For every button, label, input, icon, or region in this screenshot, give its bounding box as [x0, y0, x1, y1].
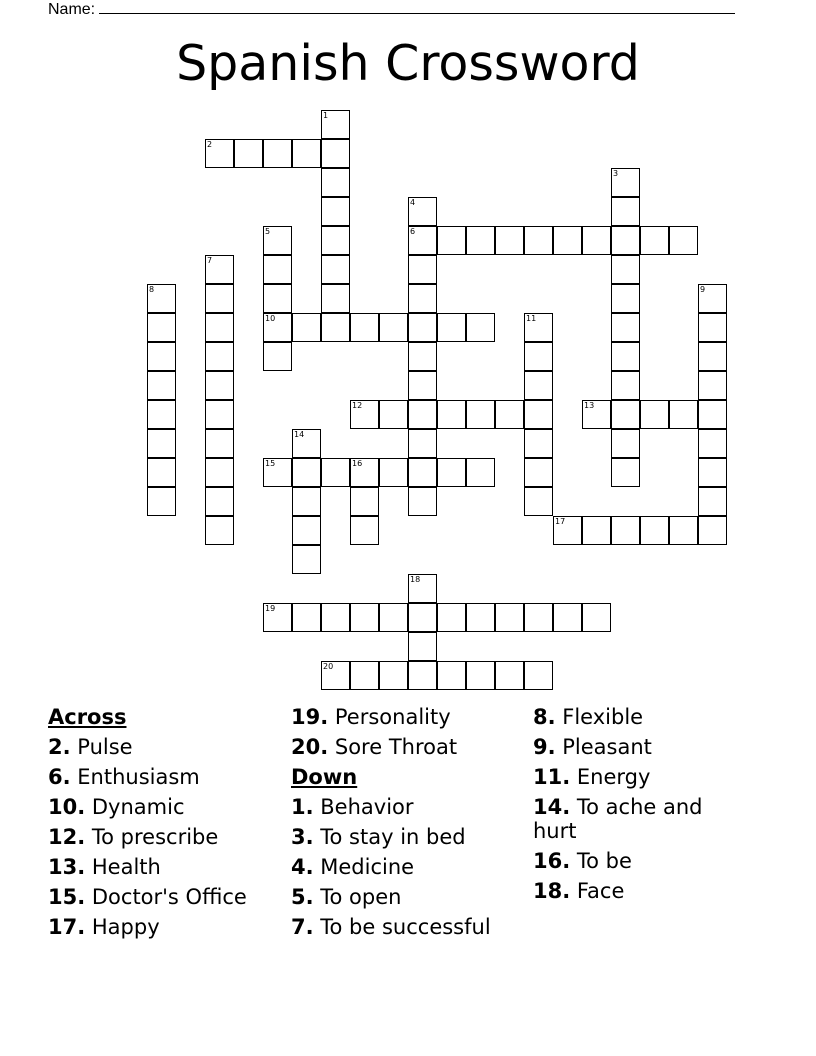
grid-cell[interactable]: [408, 429, 437, 458]
grid-cell[interactable]: [321, 313, 350, 342]
grid-cell[interactable]: [408, 603, 437, 632]
grid-cell[interactable]: [524, 487, 553, 516]
grid-cell[interactable]: [292, 429, 321, 458]
grid-cell[interactable]: [408, 371, 437, 400]
grid-cell[interactable]: [292, 545, 321, 574]
grid-cell[interactable]: [582, 516, 611, 545]
grid-cell[interactable]: [205, 516, 234, 545]
clue-item: [533, 795, 733, 843]
clue-item-number: 2.: [48, 735, 71, 759]
grid-cell[interactable]: [408, 284, 437, 313]
grid-cell[interactable]: [466, 226, 495, 255]
grid-cell[interactable]: [669, 226, 698, 255]
grid-cell[interactable]: [611, 197, 640, 226]
clue-item-number: 19.: [291, 705, 329, 729]
grid-cell[interactable]: [611, 313, 640, 342]
grid-cell[interactable]: [263, 458, 292, 487]
clue-number: 1: [323, 111, 329, 120]
clue-item-number: 7.: [291, 915, 314, 939]
clue-item-text: Enthusiasm: [70, 765, 200, 789]
grid-cell[interactable]: [611, 168, 640, 197]
clue-number: 6: [410, 227, 416, 236]
grid-cell[interactable]: [379, 400, 408, 429]
grid-cell[interactable]: [292, 458, 321, 487]
grid-cell[interactable]: [495, 603, 524, 632]
grid-cell[interactable]: [698, 342, 727, 371]
clue-item: [291, 852, 491, 882]
clue-column-3: [533, 705, 733, 909]
clue-number: 4: [410, 198, 416, 207]
clue-item-number: 11.: [533, 765, 571, 789]
grid-cell[interactable]: [640, 226, 669, 255]
grid-cell[interactable]: [582, 603, 611, 632]
grid-cell[interactable]: [524, 226, 553, 255]
grid-cell[interactable]: [582, 226, 611, 255]
grid-cell[interactable]: [466, 400, 495, 429]
clue-item: [291, 792, 491, 822]
clue-number: 5: [265, 227, 271, 236]
clue-item-number: 9.: [533, 735, 556, 759]
clue-item: [291, 882, 491, 912]
clue-number: 8: [149, 285, 155, 294]
clue-number: 12: [352, 401, 363, 410]
clue-item: [48, 762, 247, 792]
grid-cell[interactable]: [292, 487, 321, 516]
clue-item: [291, 702, 491, 732]
grid-cell[interactable]: [640, 400, 669, 429]
grid-cell[interactable]: [321, 661, 350, 690]
clue-number: 10: [265, 314, 276, 323]
clue-item: [48, 792, 247, 822]
grid-cell[interactable]: [263, 226, 292, 255]
grid-cell[interactable]: [205, 400, 234, 429]
grid-cell[interactable]: [408, 226, 437, 255]
grid-cell[interactable]: [205, 139, 234, 168]
grid-cell[interactable]: [147, 342, 176, 371]
grid-cell[interactable]: [205, 342, 234, 371]
grid-cell[interactable]: [640, 516, 669, 545]
grid-cell[interactable]: [698, 429, 727, 458]
grid-cell[interactable]: [553, 226, 582, 255]
grid-cell[interactable]: [611, 226, 640, 255]
grid-cell[interactable]: [263, 342, 292, 371]
clue-item-number: 17.: [48, 915, 86, 939]
clue-column-2: [291, 702, 491, 942]
grid-cell[interactable]: [466, 603, 495, 632]
grid-cell[interactable]: [321, 110, 350, 139]
grid-cell[interactable]: [408, 574, 437, 603]
clue-item-text: To stay in bed: [313, 825, 466, 849]
clue-item-number: 20.: [291, 735, 329, 759]
grid-cell[interactable]: [495, 400, 524, 429]
grid-cell[interactable]: [263, 603, 292, 632]
clue-item-number: 4.: [291, 855, 314, 879]
grid-cell[interactable]: [292, 516, 321, 545]
clue-item-number: 15.: [48, 885, 86, 909]
clue-number: 7: [207, 256, 213, 265]
clue-item-text: Dynamic: [85, 795, 185, 819]
grid-cell[interactable]: [321, 197, 350, 226]
grid-cell[interactable]: [321, 226, 350, 255]
clue-item-number: 14.: [533, 795, 571, 819]
grid-cell[interactable]: [466, 661, 495, 690]
grid-cell[interactable]: [495, 661, 524, 690]
grid-cell[interactable]: [147, 371, 176, 400]
grid-cell[interactable]: [466, 313, 495, 342]
clue-item-text: Energy: [570, 765, 651, 789]
clue-item-text: Pulse: [70, 735, 133, 759]
clue-item-text: Medicine: [313, 855, 415, 879]
grid-cell[interactable]: [553, 603, 582, 632]
grid-cell[interactable]: [147, 400, 176, 429]
grid-cell[interactable]: [379, 313, 408, 342]
grid-cell[interactable]: [698, 371, 727, 400]
clue-item: [533, 849, 733, 873]
grid-cell[interactable]: [147, 429, 176, 458]
grid-cell[interactable]: [350, 400, 379, 429]
clue-item: [533, 765, 733, 789]
grid-cell[interactable]: [437, 400, 466, 429]
clue-item-text: Happy: [85, 915, 160, 939]
grid-cell[interactable]: [321, 284, 350, 313]
clue-item-number: 16.: [533, 849, 571, 873]
grid-cell[interactable]: [698, 487, 727, 516]
clue-number: 3: [613, 169, 619, 178]
clue-column-1: [48, 702, 247, 942]
grid-cell[interactable]: [234, 139, 263, 168]
clue-number: 17: [555, 517, 566, 526]
grid-cell[interactable]: [408, 458, 437, 487]
grid-cell[interactable]: [611, 342, 640, 371]
clue-item: [48, 882, 247, 912]
grid-cell[interactable]: [379, 603, 408, 632]
grid-cell[interactable]: [350, 603, 379, 632]
grid-cell[interactable]: [379, 661, 408, 690]
clue-item-number: 1.: [291, 795, 314, 819]
grid-cell[interactable]: [611, 255, 640, 284]
clue-item-number: 3.: [291, 825, 314, 849]
clue-item-number: 5.: [291, 885, 314, 909]
across-heading: Across: [48, 705, 127, 729]
grid-cell[interactable]: [408, 400, 437, 429]
clue-item-number: 6.: [48, 765, 71, 789]
grid-cell[interactable]: [350, 487, 379, 516]
grid-cell[interactable]: [408, 197, 437, 226]
clue-item-text: Sore Throat: [328, 735, 458, 759]
clue-item-number: 10.: [48, 795, 86, 819]
grid-cell[interactable]: [698, 313, 727, 342]
clue-number: 9: [700, 285, 706, 294]
grid-cell[interactable]: [437, 661, 466, 690]
clue-number: 19: [265, 604, 276, 613]
grid-cell[interactable]: [495, 226, 524, 255]
grid-cell[interactable]: [437, 313, 466, 342]
grid-cell[interactable]: [321, 603, 350, 632]
grid-cell[interactable]: [466, 458, 495, 487]
grid-cell[interactable]: [611, 400, 640, 429]
clue-item-text: Personality: [328, 705, 451, 729]
grid-cell[interactable]: [408, 342, 437, 371]
clue-item-text: To be successful: [313, 915, 491, 939]
grid-cell[interactable]: [669, 400, 698, 429]
grid-cell[interactable]: [698, 284, 727, 313]
clue-number: 20: [323, 662, 334, 671]
grid-cell[interactable]: [147, 487, 176, 516]
grid-cell[interactable]: [321, 139, 350, 168]
grid-cell[interactable]: [379, 458, 408, 487]
grid-cell[interactable]: [147, 313, 176, 342]
clue-item: [533, 735, 733, 759]
grid-cell[interactable]: [205, 255, 234, 284]
grid-cell[interactable]: [147, 458, 176, 487]
grid-cell[interactable]: [524, 313, 553, 342]
grid-cell[interactable]: [205, 313, 234, 342]
grid-cell[interactable]: [205, 429, 234, 458]
grid-cell[interactable]: [524, 371, 553, 400]
grid-cell[interactable]: [350, 313, 379, 342]
clue-number: 16: [352, 459, 363, 468]
clue-item: [48, 912, 247, 942]
grid-cell[interactable]: [263, 255, 292, 284]
grid-cell[interactable]: [205, 458, 234, 487]
grid-cell[interactable]: [321, 168, 350, 197]
clue-item-number: 12.: [48, 825, 86, 849]
grid-cell[interactable]: [408, 487, 437, 516]
grid-cell[interactable]: [437, 603, 466, 632]
grid-cell[interactable]: [582, 400, 611, 429]
clue-number: 2: [207, 140, 213, 149]
clue-item-number: 13.: [48, 855, 86, 879]
grid-cell[interactable]: [205, 284, 234, 313]
clue-item-number: 8.: [533, 705, 556, 729]
clue-item-text: Health: [85, 855, 161, 879]
clue-item: [533, 705, 733, 729]
grid-cell[interactable]: [408, 632, 437, 661]
grid-cell[interactable]: [292, 313, 321, 342]
clue-item-text: Behavior: [313, 795, 414, 819]
clue-item: [48, 732, 247, 762]
grid-cell[interactable]: [524, 661, 553, 690]
grid-cell[interactable]: [263, 284, 292, 313]
grid-cell[interactable]: [292, 603, 321, 632]
clue-item-text: To open: [313, 885, 402, 909]
grid-cell[interactable]: [437, 226, 466, 255]
grid-cell[interactable]: [350, 516, 379, 545]
grid-cell[interactable]: [611, 371, 640, 400]
down-heading: Down: [291, 765, 358, 789]
grid-cell[interactable]: [611, 516, 640, 545]
clue-item: [48, 822, 247, 852]
clue-item: [291, 912, 491, 942]
clue-item-text: To prescribe: [85, 825, 219, 849]
clue-item: [291, 732, 491, 762]
grid-cell[interactable]: [321, 458, 350, 487]
grid-cell[interactable]: [321, 255, 350, 284]
grid-cell[interactable]: [408, 661, 437, 690]
clue-item-text: Pleasant: [555, 735, 652, 759]
clue-item-text: Face: [570, 879, 625, 903]
clue-number: 11: [526, 314, 537, 323]
clue-item: [291, 822, 491, 852]
grid-cell[interactable]: [553, 516, 582, 545]
grid-cell[interactable]: [524, 342, 553, 371]
name-label: Name:: [48, 1, 96, 18]
grid-cell[interactable]: [698, 458, 727, 487]
grid-cell[interactable]: [524, 400, 553, 429]
grid-cell[interactable]: [611, 458, 640, 487]
grid-cell[interactable]: [524, 429, 553, 458]
grid-cell[interactable]: [292, 139, 321, 168]
clue-item-text: To ache and hurt: [533, 795, 703, 843]
grid-cell[interactable]: [263, 139, 292, 168]
grid-cell[interactable]: [350, 661, 379, 690]
clue-number: 13: [584, 401, 595, 410]
clue-item-text: To be: [570, 849, 632, 873]
grid-cell[interactable]: [147, 284, 176, 313]
clue-item: [48, 852, 247, 882]
grid-cell[interactable]: [524, 458, 553, 487]
clue-item-text: Doctor's Office: [85, 885, 247, 909]
clue-number: 15: [265, 459, 276, 468]
grid-cell[interactable]: [698, 400, 727, 429]
clue-item-text: Flexible: [555, 705, 644, 729]
page-title: Spanish Crossword: [176, 35, 640, 92]
grid-cell[interactable]: [408, 313, 437, 342]
grid-cell[interactable]: [205, 371, 234, 400]
grid-cell[interactable]: [350, 458, 379, 487]
grid-cell[interactable]: [669, 516, 698, 545]
clue-number: 18: [410, 575, 421, 584]
clue-number: 14: [294, 430, 305, 439]
grid-cell[interactable]: [408, 255, 437, 284]
clue-item: [533, 879, 733, 903]
grid-cell[interactable]: [611, 429, 640, 458]
grid-cell[interactable]: [205, 487, 234, 516]
grid-cell[interactable]: [263, 313, 292, 342]
grid-cell[interactable]: [698, 516, 727, 545]
grid-cell[interactable]: [524, 603, 553, 632]
clue-item-number: 18.: [533, 879, 571, 903]
grid-cell[interactable]: [611, 284, 640, 313]
grid-cell[interactable]: [437, 458, 466, 487]
